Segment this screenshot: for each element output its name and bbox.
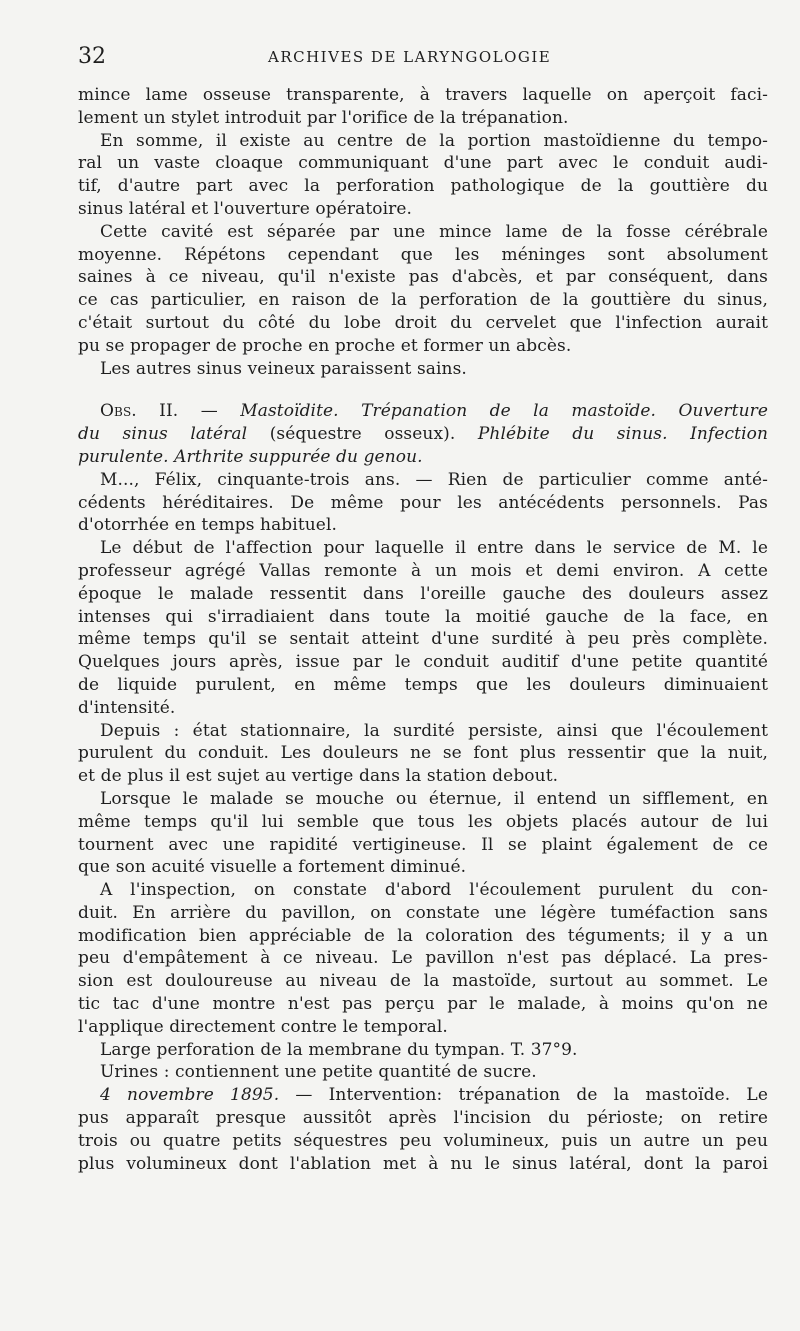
- intervention-text: — Intervention: trépanation de la mastoïde. Le: [279, 1085, 768, 1106]
- text-line: En somme, il existe au centre de la portion mastoïdienne du tempo-: [100, 130, 768, 151]
- text-line: et de plus il est sujet au vertige dans la station debout.: [78, 766, 559, 787]
- text-line: ral un vaste cloaque communiquant d'une part avec le conduit audi-: [78, 153, 768, 174]
- intervention-line: [78, 1084, 768, 1107]
- text-line: tournent avec une rapidité vertigineuse. Il se plaint également de ce: [78, 834, 768, 855]
- intervention-date: 4 novembre 1895.: [100, 1085, 280, 1106]
- page-number: 32: [78, 44, 106, 69]
- text-line: plus volumineux dont l'ablation met à nu le sinus latéral, dont la paroi: [78, 1153, 768, 1174]
- observation-note: (séquestre osseux).: [247, 424, 478, 445]
- observation-heading-line: [78, 423, 768, 446]
- text-line: même temps qu'il se sentait atteint d'une surdité à peu près complète.: [78, 629, 768, 650]
- text-line: peu d'empâtement à ce niveau. Le pavillon n'est pas déplacé. La pres-: [78, 948, 768, 969]
- text-line: que son acuité visuelle a fortement diminué.: [78, 857, 467, 878]
- text-line: Quelques jours après, issue par le conduit auditif d'une petite quantité: [78, 652, 768, 673]
- text-line: intenses qui s'irradiaient dans toute la moitié gauche de la face, en: [78, 606, 768, 627]
- page-header: [78, 40, 768, 74]
- dash: —: [200, 401, 241, 422]
- text-line: A l'inspection, on constate d'abord l'écoulement purulent du con-: [100, 880, 768, 901]
- text-line: M..., Félix, cinquante-trois ans. — Rien de particulier comme anté-: [100, 469, 768, 490]
- text-line: Depuis : état stationnaire, la surdité persiste, ainsi que l'écoulement: [100, 720, 768, 741]
- text-line: sinus latéral et l'ouverture opératoire.: [78, 198, 413, 219]
- text-line: lement un stylet introduit par l'orifice de la trépanation.: [78, 107, 569, 128]
- text-line: trois ou quatre petits séquestres peu volumineux, puis un autre un peu: [78, 1130, 768, 1151]
- observation-heading: [78, 400, 768, 423]
- text-line: saines à ce niveau, qu'il n'existe pas d'abcès, et par conséquent, dans: [78, 267, 768, 288]
- text-line: tic tac d'une montre n'est pas perçu par le malade, à moins qu'on ne: [78, 994, 768, 1015]
- text-line: professeur agrégé Vallas remonte à un mois et demi environ. A cette: [78, 560, 768, 581]
- text-line: sion est douloureuse au niveau de la mastoïde, surtout au sommet. Le: [78, 971, 768, 992]
- text-line: Lorsque le malade se mouche ou éternue, il entend un sifflement, en: [100, 788, 768, 809]
- text-line: c'était surtout du côté du lobe droit du cervelet que l'infection aurait: [78, 312, 768, 333]
- text-line: moyenne. Répétons cependant que les méninges sont absolument: [78, 244, 768, 265]
- text-line: Cette cavité est séparée par une mince lame de la fosse cérébrale: [100, 221, 768, 242]
- text-line: époque le malade ressentit dans l'oreille gauche des douleurs assez: [78, 583, 768, 604]
- observation-title-part: du sinus latéral: [78, 424, 248, 445]
- text-line: de liquide purulent, en même temps que les douleurs diminuaient: [78, 674, 768, 695]
- text-line: Le début de l'affection pour laquelle il entre dans le service de M. le: [100, 538, 768, 559]
- text-line: Large perforation de la membrane du tympan. T. 37°9.: [100, 1039, 578, 1060]
- text-line: Urines : contiennent une petite quantité de sucre.: [100, 1062, 537, 1083]
- text-line: d'intensité.: [78, 697, 176, 718]
- text-line: d'otorrhée en temps habituel.: [78, 515, 338, 536]
- text-line: ce cas particulier, en raison de la perforation de la gouttière du sinus,: [78, 290, 768, 311]
- text-line: Les autres sinus veineux paraissent sains.: [100, 358, 467, 379]
- text-line: pu se propager de proche en proche et former un abcès.: [78, 335, 572, 356]
- body-text: [78, 84, 768, 1175]
- text-line: pus apparaît presque aussitôt après l'incision du périoste; on retire: [78, 1108, 768, 1129]
- text-line: duit. En arrière du pavillon, on constate une légère tuméfaction sans: [78, 902, 768, 923]
- observation-label: Obs. II.: [100, 401, 179, 422]
- observation-title-part: Phlébite du sinus. Infection: [477, 424, 768, 445]
- text-line: modification bien appréciable de la coloration des téguments; il y a un: [78, 925, 768, 946]
- text-line: même temps qu'il lui semble que tous les objets placés autour de lui: [78, 811, 768, 832]
- observation-title-part: Mastoïdite. Trépanation de la mastoïde. Ouverture: [240, 401, 768, 422]
- observation-heading-line: purulente. Arthrite suppurée du genou.: [78, 446, 423, 467]
- paragraph-gap: [78, 380, 768, 400]
- text-line: cédents héréditaires. De même pour les antécédents personnels. Pas: [78, 492, 768, 513]
- text-line: purulent du conduit. Les douleurs ne se font plus ressentir que la nuit,: [78, 743, 768, 764]
- text-line: l'applique directement contre le temporal.: [78, 1016, 448, 1037]
- running-head: ARCHIVES DE LARYNGOLOGIE: [268, 48, 552, 66]
- text-line: mince lame osseuse transparente, à travers laquelle on aperçoit faci-: [78, 85, 768, 105]
- text-line: tif, d'autre part avec la perforation pathologique de la gouttière du: [78, 176, 768, 197]
